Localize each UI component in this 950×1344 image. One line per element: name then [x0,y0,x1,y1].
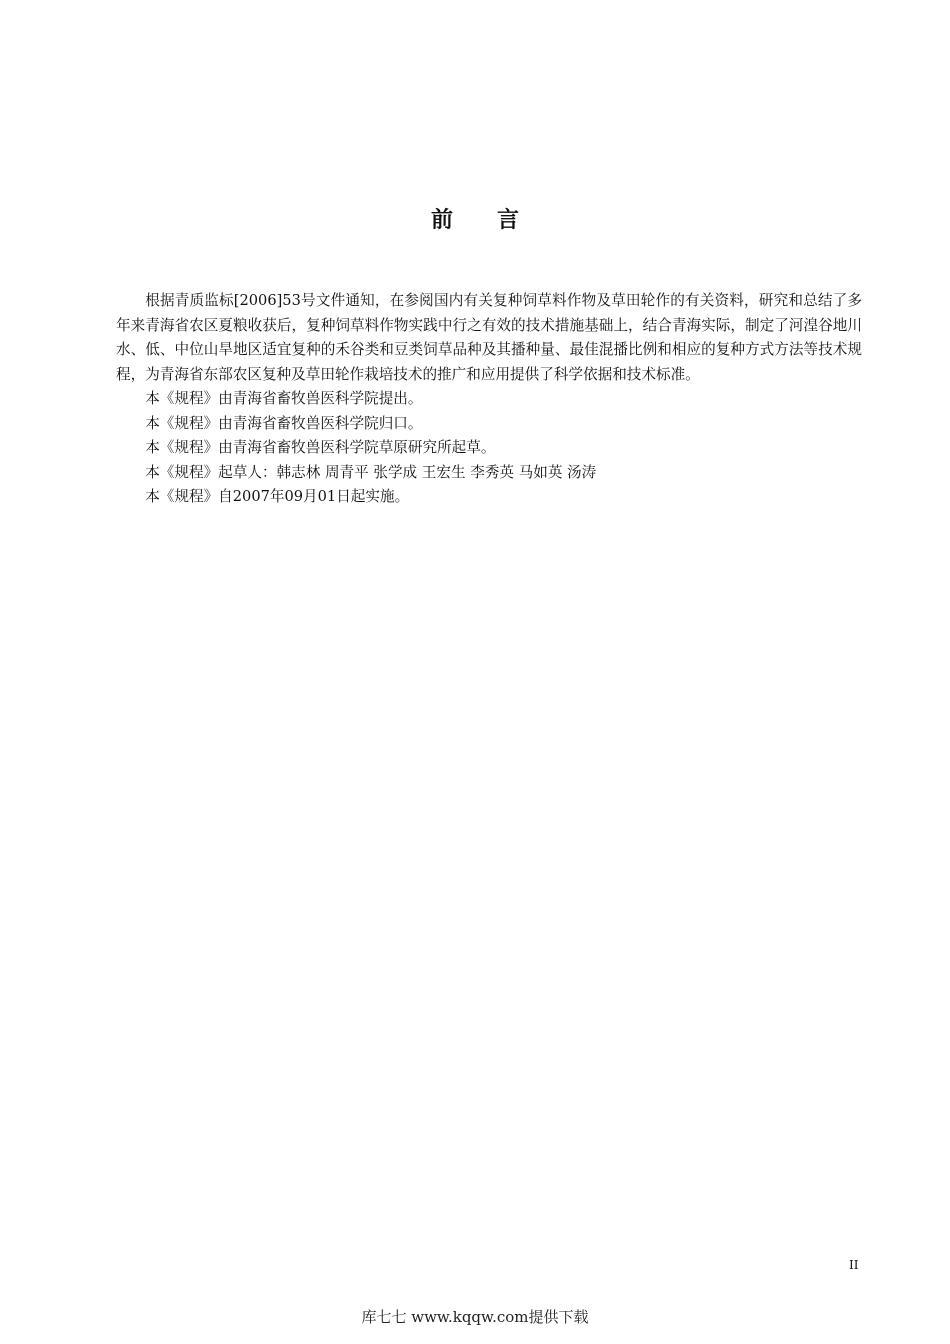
drafters-line: 本《规程》起草人：韩志林 周青平 张学成 王宏生 李秀英 马如英 汤涛 [145,463,597,481]
title-char-2: 言 [497,208,520,233]
effective-date-line: 本《规程》自2007年09月01日起实施。 [145,488,410,505]
download-footer: 库七七 www.kqqw.com提供下载 [361,1308,589,1326]
foreword-paragraph: 根据青质监标[2006]53号文件通知，在参阅国内有关复种饲草料作物及草田轮作的有关资料，研究和总结了多年来青海省农区夏粮收获后，复种饲草料作物实践中行之有效的技术措施基础上，结合青海实际，制定了河湟谷地川水、低、中位山旱地区适宜复种的禾谷类和豆类饲草品种及其播种量、最佳混播比例和相应的复种方式方法等技术规程，为青海省东部农区复种及草田轮作栽培技术的推广和应用提供了科学依据和技术标准。 [116,292,862,383]
title-char-1: 前 [430,208,453,233]
administrator-line: 本《规程》由青海省畜牧兽医科学院归口。 [145,414,423,432]
drafting-unit-line: 本《规程》由青海省畜牧兽医科学院草原研究所起草。 [145,439,496,456]
page-number: II [849,1258,859,1272]
proposer-line: 本《规程》由青海省畜牧兽医科学院提出。 [145,390,423,407]
foreword-body [116,289,862,510]
page-title [0,203,950,234]
